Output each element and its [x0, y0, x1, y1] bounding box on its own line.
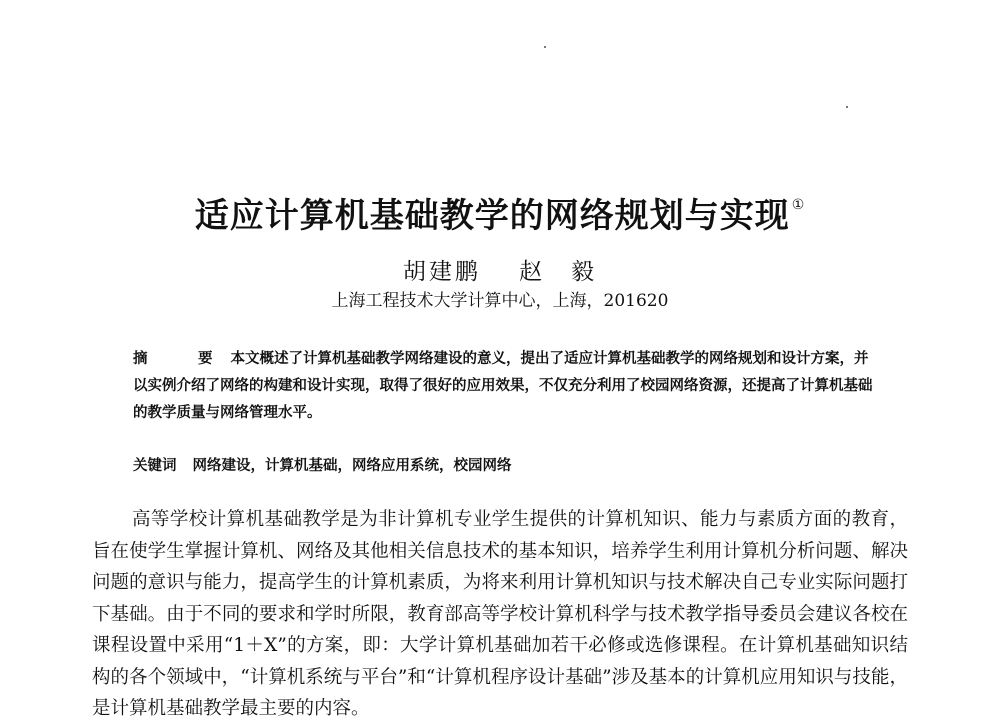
keywords-text: 网络建设，计算机基础，网络应用系统，校园网络 — [192, 457, 512, 474]
affiliation: 上海工程技术大学计算中心，上海，201620 — [331, 291, 669, 311]
scan-speck — [846, 106, 848, 108]
author-name: 赵 毅 — [519, 259, 598, 285]
keywords — [133, 454, 873, 475]
keywords-label: 关键词 — [133, 457, 177, 474]
paper-title — [0, 188, 1000, 237]
abstract-text: 本文概述了计算机基础教学网络建设的意义，提出了适应计算机基础教学的网络规划和设计方案，并以实例介绍了网络的构建和设计实现，取得了很好的应用效果，不仅充分利用了校园网络资源，还提高了计算机基础的教学质量与网络管理水平。 — [133, 350, 873, 421]
scan-speck — [544, 46, 546, 48]
title-text: 适应计算机基础教学的网络规划与实现 — [194, 196, 790, 236]
abstract-label: 摘 要 — [133, 350, 231, 367]
body-paragraph: 高等学校计算机基础教学是为非计算机专业学生提供的计算机知识、能力与素质方面的教育，旨在使学生掌握计算机、网络及其他相关信息技术的基本知识，培养学生利用计算机分析问题、解决问题的意识与能力，提高学生的计算机素质，为将来利用计算机知识与技术解决自己专业实际问题打下基础。由于不同的要求和学时所限，教育部高等学校计算机科学与技术教学指导委员会建议各校在课程设置中采用“1＋X”的方案，即：大学计算机基础加若干必修或选修课程。在计算机基础知识结构的各个领域中，“计算机系统与平台”和“计算机程序设计基础”涉及基本的计算机应用知识与技能，是计算机基础教学最主要的内容。 — [92, 509, 908, 719]
title-footnote-mark: ① — [791, 197, 806, 213]
author-name: 胡建鹏 — [402, 259, 481, 285]
abstract — [133, 345, 873, 426]
authors-line — [0, 253, 1000, 286]
